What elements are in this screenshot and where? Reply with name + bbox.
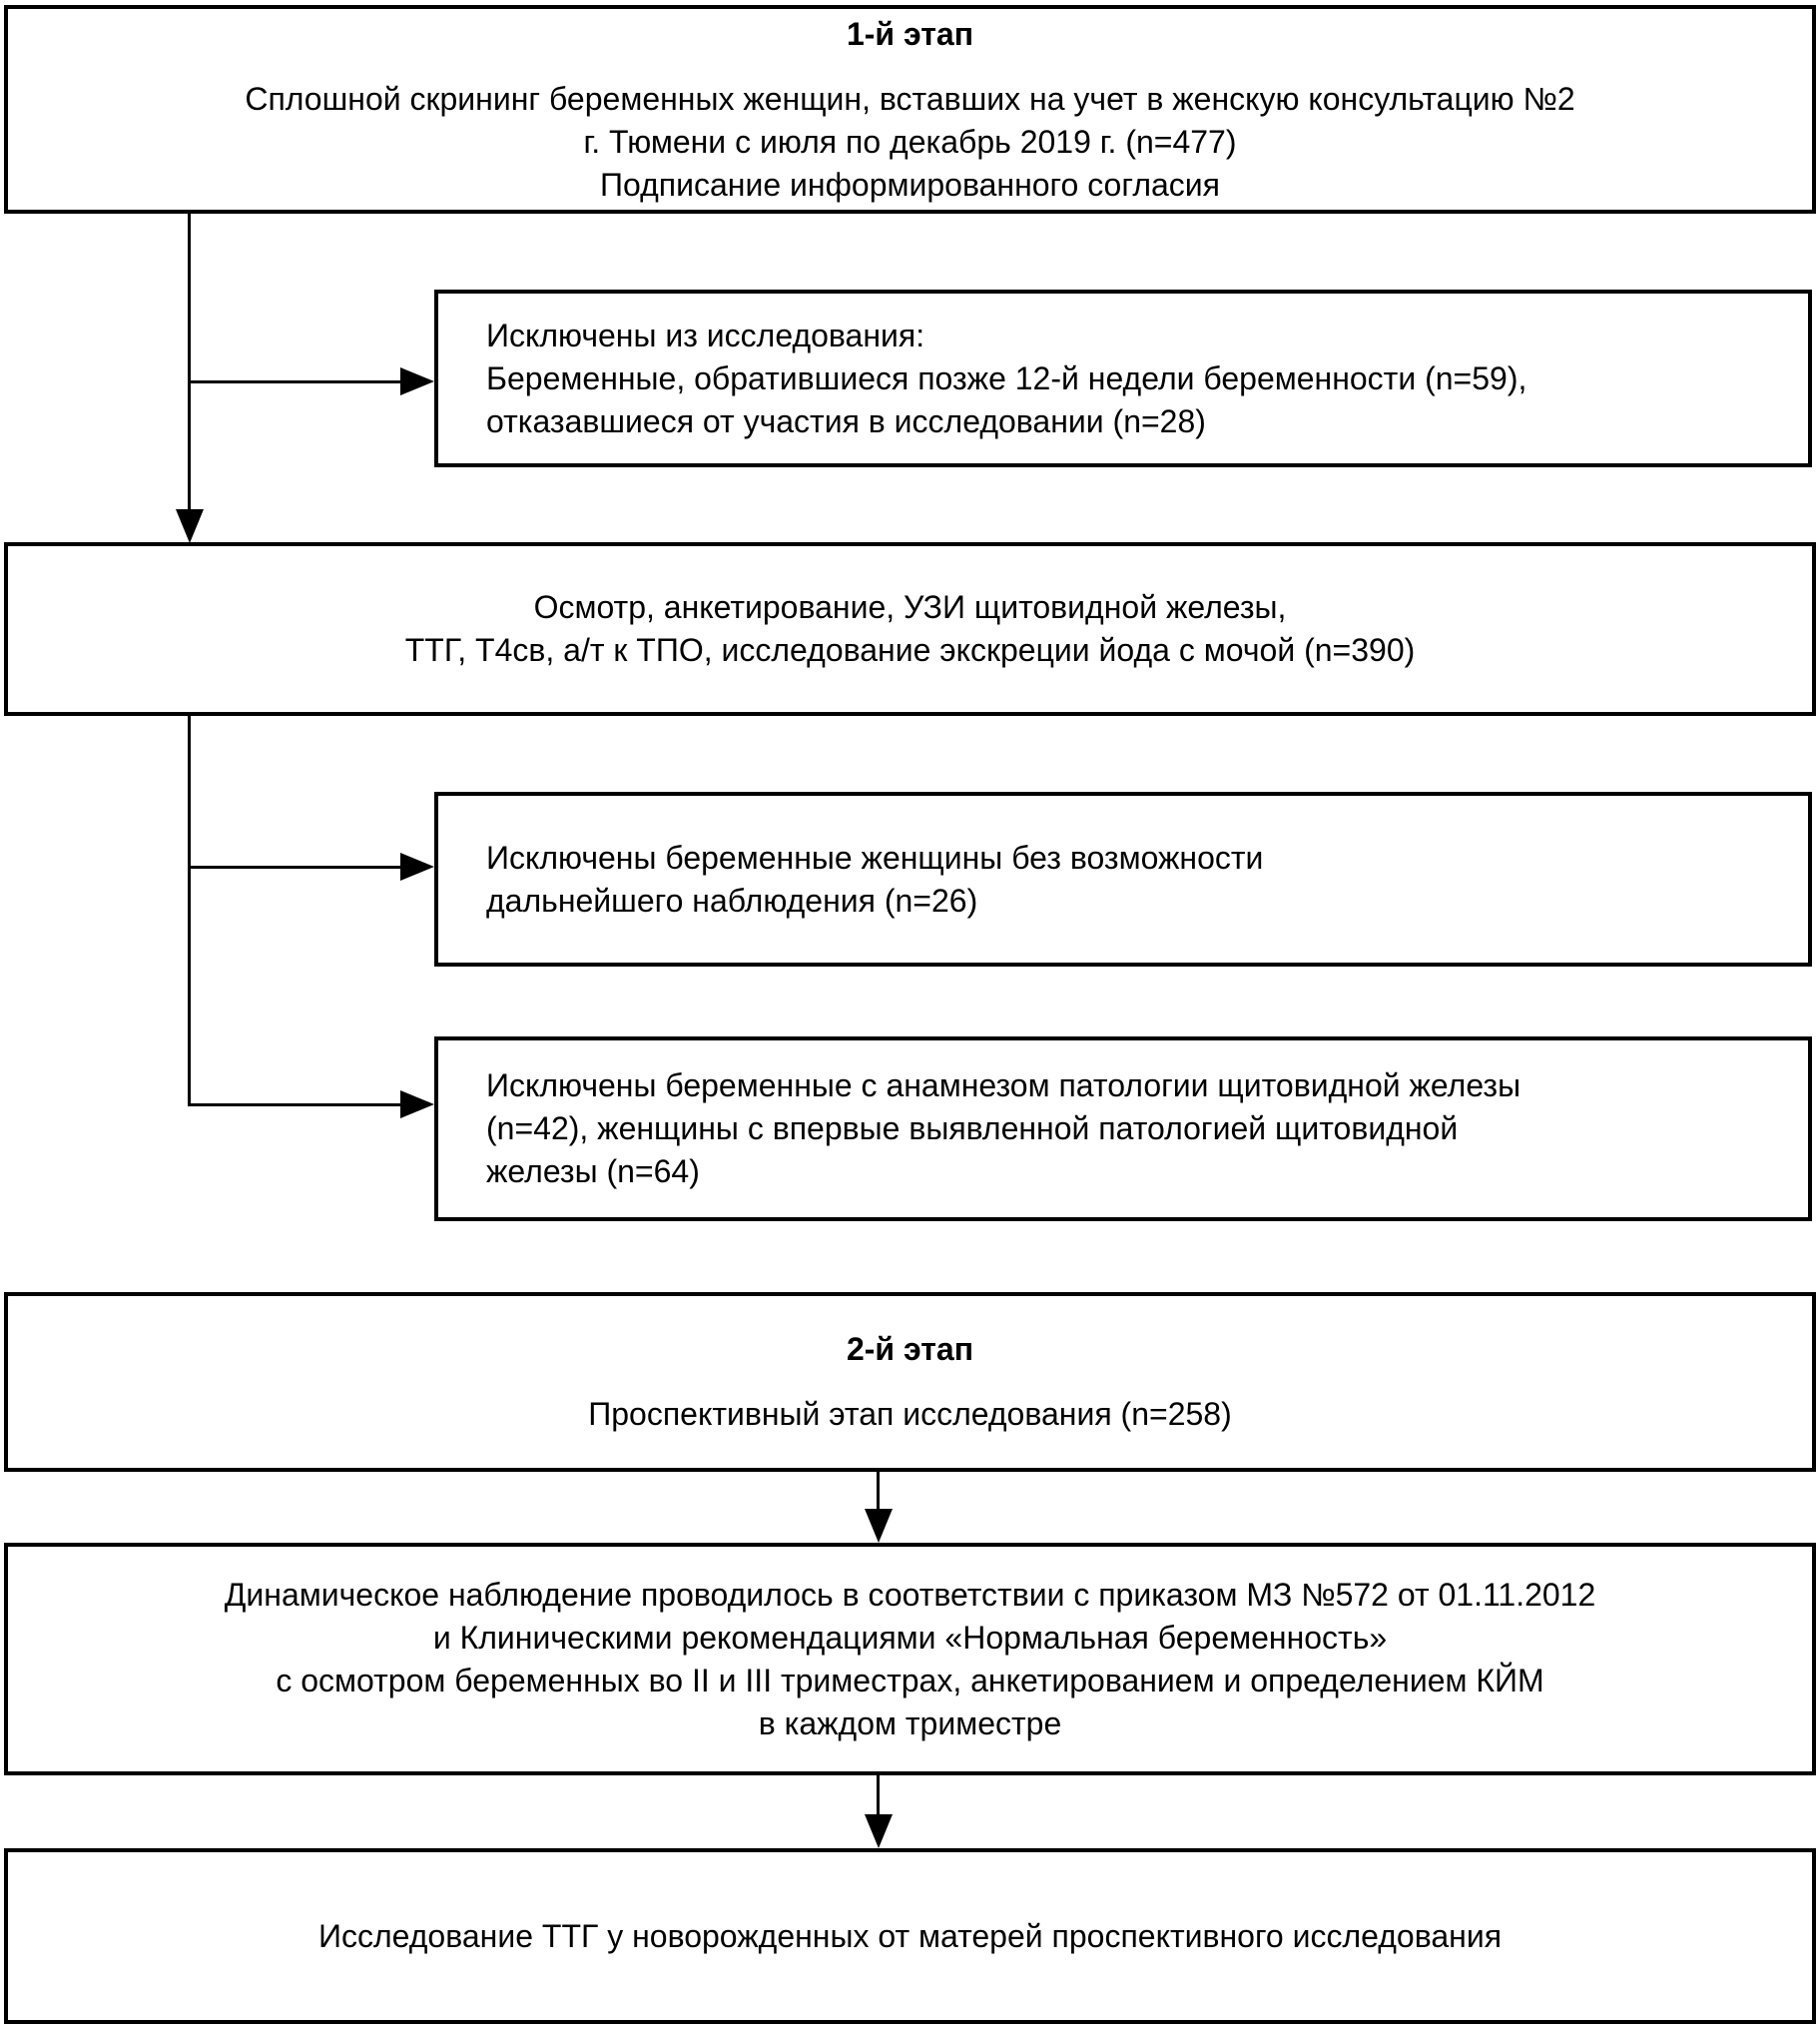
stage2-line: Проспективный этап исследования (n=258) [588,1396,1232,1432]
stage1-line: Подписание информированного согласия [600,166,1220,203]
excluded-followup-line: Исключены беременные женщины без возможности [486,839,1264,876]
excluded-pathology-line: Исключены беременные с анамнезом патологии щитовидной железы [486,1067,1521,1103]
excluded-screening-line: отказавшиеся от участия в исследовании (n=28) [486,402,1206,439]
excluded-pathology-line: (n=42), женщины с впервые выявленной патологией щитовидной [486,1110,1459,1146]
arrowhead-right-icon [400,367,434,395]
observation-line: Динамическое наблюдение проводилось в соответствии с приказом МЗ №572 от 01.11.2012 [224,1576,1596,1613]
excluded-screening-box [434,290,1812,467]
stage1-box [4,5,1816,214]
stage2-box [4,1292,1816,1472]
arrowhead-right-icon [400,853,434,881]
observation-line: и Клиническими рекомендациями «Нормальная беременность» [432,1619,1388,1656]
connector-branch-excluded-pathology [188,1103,401,1106]
observation-line: в каждом триместре [758,1704,1062,1741]
examination-line: ТТГ, Т4св, а/т к ТПО, исследование экскреции йода с мочой (n=390) [404,632,1416,668]
stage1-title: 1-й этап [846,15,974,52]
excluded-followup-box [434,792,1812,967]
excluded-pathology-box [434,1036,1812,1221]
examination-line: Осмотр, анкетирование, УЗИ щитовидной железы, [533,589,1287,625]
stage1-line: Сплошной скрининг беременных женщин, вставших на учет в женскую консультацию №2 [245,80,1575,117]
observation-box [4,1543,1816,1775]
stage2-title: 2-й этап [846,1331,974,1367]
excluded-screening-line: Беременные, обратившиеся позже 12-й недели беременности (n=59), [486,359,1527,396]
observation-line: с осмотром беременных во II и III триместрах, анкетированием и определением КЙМ [276,1662,1544,1698]
arrowhead-right-icon [400,1090,434,1118]
arrowhead-down-icon [865,1509,893,1543]
connector-branch-excluded-followup [190,866,401,869]
arrowhead-down-icon [176,509,204,543]
excluded-followup-line: дальнейшего наблюдения (n=26) [486,882,978,919]
excluded-pathology-line: железы (n=64) [486,1153,700,1189]
arrowhead-down-icon [865,1814,893,1848]
connector-observation-to-newborn [877,1775,880,1815]
connector-examination-to-exclusions [188,716,191,1106]
connector-stage1-to-examination [188,214,191,513]
stage1-line: г. Тюмени с июля по декабрь 2019 г. (n=477) [583,123,1237,160]
examination-box [4,542,1816,716]
newborn-tsh-line: Исследование ТТГ у новорожденных от матерей проспективного исследования [317,1917,1503,1954]
excluded-screening-line: Исключены из исследования: [486,317,925,353]
newborn-tsh-box [4,1848,1816,2024]
connector-branch-excluded-screening [190,380,401,383]
connector-stage2-to-observation [877,1472,880,1512]
